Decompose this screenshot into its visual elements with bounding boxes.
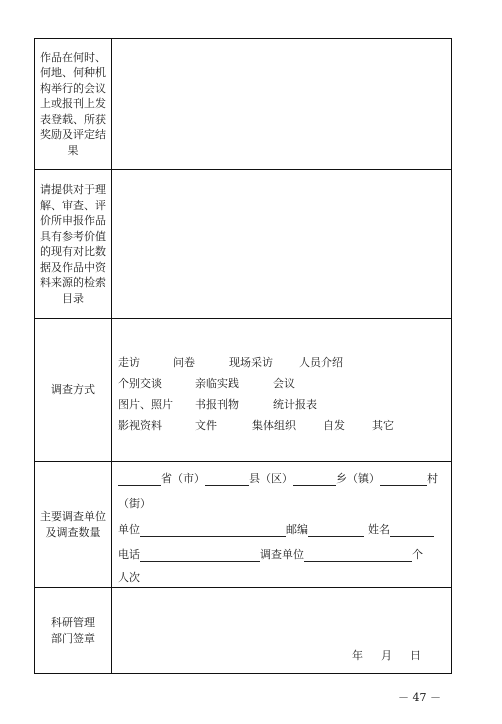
person-times-line: 人次 [118,571,140,584]
checkbox-visit[interactable]: 走访 [118,356,140,369]
village-input[interactable] [380,473,427,486]
signature-label-cell [35,588,112,673]
checkbox-referral[interactable]: 人员介绍 [299,356,343,369]
signature-label: 科研管理部门签章 [51,616,95,645]
checkbox-individual-talk[interactable]: 个别交谈 [118,377,162,390]
publication-label: 作品在何时、何地、何种机构举行的会议上或报刊上发表登载、所获奖励及评定结果 [40,50,106,157]
checkbox-video[interactable]: 影视资料 [118,419,162,432]
checkbox-meeting[interactable]: 会议 [273,377,295,390]
publication-field[interactable] [112,39,451,169]
row-signature [35,588,451,673]
row-method [35,319,451,462]
province-input[interactable] [118,473,161,486]
checkbox-spontaneous[interactable]: 自发 [323,419,345,432]
unit-postcode-name-line: 单位 邮编 姓名 [118,521,434,537]
signature-field[interactable] [112,588,451,673]
checkbox-questionnaire[interactable]: 问卷 [173,356,195,369]
survey-unit-fields [112,462,451,587]
survey-unit-label: 主要调查单位及调查数量 [40,510,106,539]
checkbox-other[interactable]: 其它 [372,419,394,432]
page-number: － 47 － [398,691,441,704]
application-form-table [34,38,452,674]
checkbox-collective[interactable]: 集体组织 [252,419,296,432]
checkbox-publications[interactable]: 书报刊物 [195,398,239,411]
checkbox-statistics[interactable]: 统计报表 [273,398,317,411]
checkbox-practice[interactable]: 亲临实践 [195,377,239,390]
method-label: 调查方式 [51,383,95,397]
survey-unit-count-input[interactable] [304,549,412,562]
method-options [112,319,451,461]
address-line: 省（市） 县（区） 乡（镇） 村 [118,470,438,486]
street-line: （街） [118,497,151,510]
signature-date: 年 月 日 [352,649,421,662]
name-input[interactable] [390,524,434,537]
method-label-cell [35,319,112,461]
unit-input[interactable] [140,524,286,537]
phone-survey-unit-line: 电话 调查单位 个 [118,548,423,561]
town-input[interactable] [293,473,336,486]
checkbox-onsite-interview[interactable]: 现场采访 [229,356,273,369]
row-references [35,170,451,319]
checkbox-documents[interactable]: 文件 [195,419,217,432]
references-label-cell [35,170,112,318]
county-input[interactable] [205,473,249,486]
postcode-input[interactable] [308,524,364,537]
references-label: 请提供对于理解、审查、评价所申报作品具有参考价值的现有对比数据及作品中资料来源的检索目录 [40,183,106,305]
row-survey-unit [35,462,451,588]
checkbox-photos[interactable]: 图片、照片 [118,398,173,411]
row-publication [35,39,451,170]
references-field[interactable] [112,170,451,318]
publication-label-cell [35,39,112,169]
survey-unit-label-cell [35,462,112,587]
phone-input[interactable] [140,549,260,562]
